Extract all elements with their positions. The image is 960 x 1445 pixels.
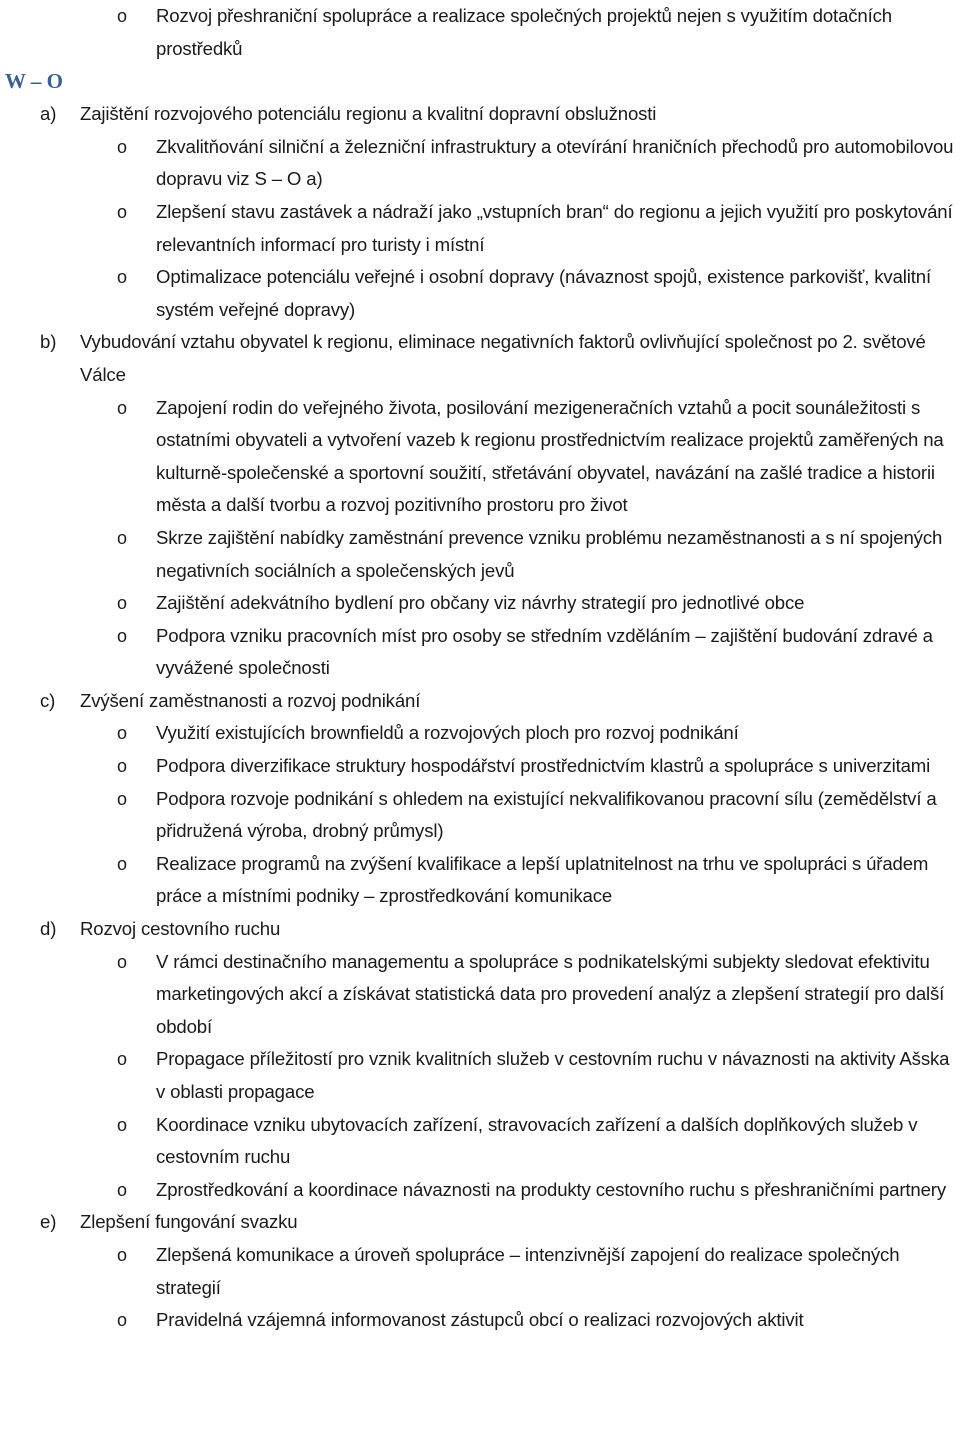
bullet-item — [0, 946, 960, 1044]
bullet-marker: o — [117, 1049, 127, 1070]
section-block — [0, 1206, 960, 1336]
bullet-marker: o — [117, 1244, 127, 1265]
bullet-text: V rámci destinačního managementu a spolupráce s podnikatelskými subjekty sledovat efektivitu marketingových akcí a získávat statistická data pro provedení analýz a zlepšení strategií pro další období — [156, 950, 945, 1037]
bullet-marker: o — [117, 397, 127, 418]
section-item — [0, 1206, 960, 1239]
bullet-item — [0, 848, 960, 913]
bullet-text: Skrze zajištění nabídky zaměstnání prevence vzniku problému nezaměstnanosti a s ní spojených negativních sociálních a společenských jevů — [156, 526, 943, 581]
bullet-marker: o — [117, 1114, 127, 1135]
section-item — [0, 913, 960, 946]
bullet-text: Propagace příležitostí pro vznik kvalitních služeb v cestovním ruchu v návaznosti na aktivity Ašska v oblasti propagace — [156, 1048, 950, 1102]
intro-bullet-list — [0, 0, 960, 65]
bullet-text: Pravidelná vzájemná informovanost zástupců obcí o realizaci rozvojových aktivit — [156, 1309, 804, 1331]
bullet-marker: o — [117, 593, 127, 614]
section-block — [0, 685, 960, 913]
bullet-item — [0, 131, 960, 196]
bullet-marker: o — [117, 951, 127, 972]
bullet-text: Zlepšená komunikace a úroveň spolupráce – intenzivnější zapojení do realizace společných strategií — [156, 1243, 900, 1298]
section-label: Rozvoj cestovního ruchu — [80, 918, 281, 940]
section-block — [0, 98, 960, 326]
bullet-item — [0, 750, 960, 783]
bullet-text: Využití existujících brownfieldů a rozvojových ploch pro rozvoj podnikání — [156, 722, 739, 744]
bullet-marker: o — [117, 756, 127, 777]
bullet-text: Podpora diverzifikace struktury hospodářství prostřednictvím klastrů a spolupráce s univerzitami — [156, 755, 931, 777]
bullet-item — [0, 261, 960, 326]
bullet-marker: o — [117, 201, 127, 222]
bullet-marker: o — [117, 136, 127, 157]
bullet-item — [0, 620, 960, 685]
section-marker: b) — [40, 331, 57, 353]
section-item — [0, 98, 960, 131]
bullet-marker: o — [117, 625, 127, 646]
section-label: Zvýšení zaměstnanosti a rozvoj podnikání — [80, 689, 421, 711]
bullet-text: Koordinace vzniku ubytovacích zařízení, stravovacích zařízení a dalších doplňkových služeb v cestovním ruchu — [156, 1113, 918, 1168]
bullet-text: Podpora rozvoje podnikání s ohledem na existující nekvalifikovanou pracovní sílu (zemědělství a přidružená výroba, drobný průmysl) — [156, 787, 937, 842]
bullet-marker: o — [117, 1310, 127, 1331]
section-list — [0, 98, 960, 1337]
section-bullet-list — [0, 131, 960, 327]
bullet-item — [0, 392, 960, 522]
bullet-text: Rozvoj přeshraniční spolupráce a realizace společných projektů nejen s využitím dotačních prostředků — [156, 5, 892, 59]
section-item — [0, 685, 960, 718]
section-block — [0, 913, 960, 1206]
bullet-marker: o — [117, 723, 127, 744]
section-label: Zajištění rozvojového potenciálu regionu a kvalitní dopravní obslužnosti — [80, 103, 657, 125]
bullet-text: Zajištění adekvátního bydlení pro občany viz návrhy strategií pro jednotlivé obce — [156, 592, 805, 614]
bullet-item — [0, 196, 960, 261]
bullet-item — [0, 717, 960, 750]
bullet-item — [0, 1109, 960, 1174]
bullet-text: Podpora vzniku pracovních míst pro osoby se středním vzděláním – zajištění budování zdravé a vyvážené společnosti — [156, 624, 933, 679]
bullet-text: Zprostředkování a koordinace návaznosti na produkty cestovního ruchu s přeshraničními partnery — [156, 1178, 946, 1200]
section-bullet-list — [0, 946, 960, 1207]
bullet-text: Zapojení rodin do veřejného života, posilování mezigeneračních vztahů a pocit sounáležitosti s ostatními obyvateli a vytvoření vazeb k regionu prostřednictvím realizace projektů zaměřených na kulturně-společenské a sportovní soužití, střetávání obyvatel, navázání na zašlé tradice a historii města a další tvorbu a rozvoj pozitivního prostoru pro život — [156, 396, 944, 516]
bullet-item — [0, 522, 960, 587]
bullet-marker: o — [117, 267, 127, 288]
section-label: Vybudování vztahu obyvatel k regionu, eliminace negativních faktorů ovlivňující společnost po 2. světové Válce — [80, 331, 926, 385]
section-bullet-list — [0, 392, 960, 685]
bullet-item — [0, 1174, 960, 1207]
bullet-item — [0, 1239, 960, 1304]
section-marker: e) — [40, 1211, 57, 1233]
bullet-text: Zlepšení stavu zastávek a nádraží jako „vstupních bran“ do regionu a jejich využití pro poskytování relevantních informací pro turisty i místní — [156, 200, 953, 255]
bullet-marker: o — [117, 1179, 127, 1200]
bullet-text: Realizace programů na zvýšení kvalifikace a lepší uplatnitelnost na trhu ve spolupráci s úřadem práce a místními podniky – zprostředkování komunikace — [156, 852, 929, 907]
section-block — [0, 326, 960, 685]
section-heading: W – O — [5, 69, 63, 94]
section-marker: a) — [40, 103, 57, 125]
bullet-marker: o — [117, 527, 127, 548]
section-label: Zlepšení fungování svazku — [80, 1211, 298, 1233]
bullet-item — [0, 587, 960, 620]
bullet-text: Optimalizace potenciálu veřejné i osobní dopravy (návaznost spojů, existence parkovišť, kvalitní systém veřejné dopravy) — [156, 266, 931, 320]
section-item — [0, 326, 960, 391]
bullet-item — [0, 783, 960, 848]
bullet-text: Zkvalitňování silniční a železniční infrastruktury a otevírání hraničních přechodů pro automobilovou dopravu viz S – O a) — [156, 135, 954, 190]
section-bullet-list — [0, 1239, 960, 1337]
bullet-item — [0, 0, 960, 65]
bullet-marker: o — [117, 788, 127, 809]
bullet-item — [0, 1304, 960, 1337]
section-marker: d) — [40, 918, 57, 940]
section-bullet-list — [0, 717, 960, 913]
bullet-item — [0, 1043, 960, 1108]
bullet-marker: o — [117, 6, 127, 26]
bullet-marker: o — [117, 853, 127, 874]
section-marker: c) — [40, 689, 56, 711]
